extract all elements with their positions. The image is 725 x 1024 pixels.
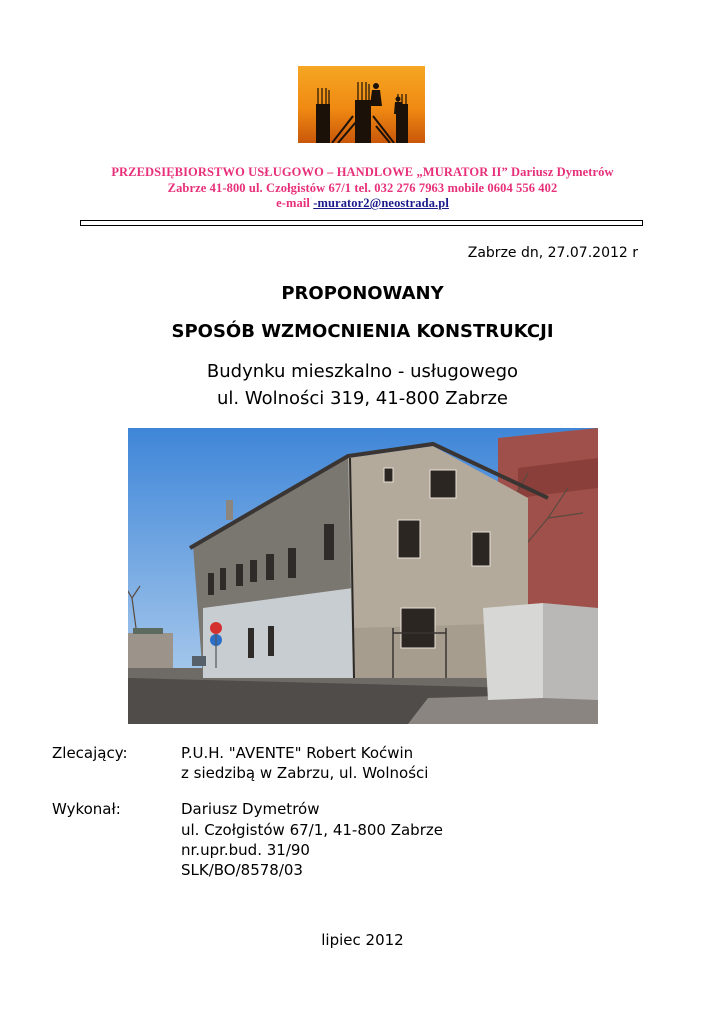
company-address: Zabrze 41-800 ul. Czołgistów 67/1 tel. 032 276 7963 mobile 0604 556 402 (167, 181, 558, 195)
company-email-line (0, 196, 725, 211)
author-license: nr.upr.bud. 31/90 (181, 841, 310, 859)
author-name: Dariusz Dymetrów (181, 800, 320, 818)
document-subtitle-line2: ul. Wolności 319, 41-800 Zabrze (216, 388, 508, 409)
email-link[interactable]: -murator2@neostrada.pl (313, 196, 449, 210)
author-registration: SLK/BO/8578/03 (181, 861, 303, 879)
client-label: Zlecający: (52, 744, 128, 762)
author-address: ul. Czołgistów 67/1, 41-800 Zabrze (181, 821, 443, 839)
company-name: PRZEDSIĘBIORSTWO USŁUGOWO – HANDLOWE „MURATOR II” Dariusz Dymetrów (111, 165, 614, 179)
document-date: Zabrze dn, 27.07.2012 r (467, 245, 638, 261)
header-divider (80, 220, 643, 226)
client-address: z siedzibą w Zabrzu, ul. Wolności (181, 764, 429, 782)
client-name: P.U.H. "AVENTE" Robert Koćwin (181, 744, 414, 762)
email-prefix: e-mail (276, 196, 314, 210)
document-title-line2: SPOSÓB WZMOCNIENIA KONSTRUKCJI (171, 321, 554, 342)
author-label: Wykonał: (52, 800, 121, 818)
document-title-line1: PROPONOWANY (281, 283, 444, 304)
footer-date: lipiec 2012 (321, 931, 404, 949)
building-photo (128, 428, 598, 724)
company-logo (298, 66, 425, 143)
document-subtitle-line1: Budynku mieszkalno - usługowego (206, 361, 519, 382)
